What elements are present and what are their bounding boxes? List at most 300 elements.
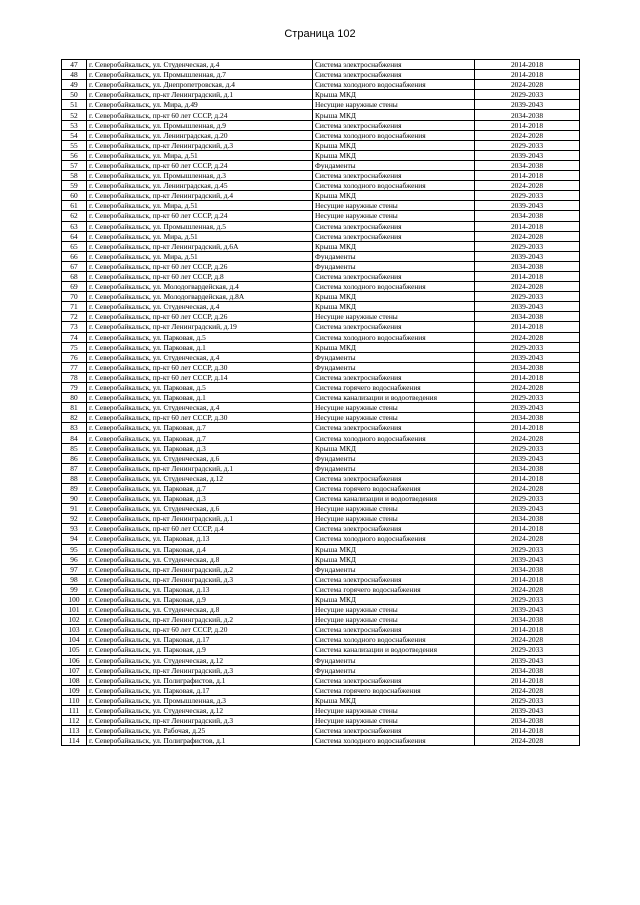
row-number-cell: 93	[62, 524, 87, 534]
row-number-cell: 86	[62, 453, 87, 463]
table-row	[62, 181, 580, 191]
row-number-cell: 81	[62, 403, 87, 413]
period-cell: 2034-2038	[475, 261, 580, 271]
period-cell: 2034-2038	[475, 413, 580, 423]
period-cell: 2039-2043	[475, 554, 580, 564]
period-cell: 2024-2028	[475, 685, 580, 695]
period-cell: 2029-2033	[475, 393, 580, 403]
row-number-cell: 60	[62, 191, 87, 201]
table-row	[62, 524, 580, 534]
address-cell: г. Северобайкальск, ул. Парковая, д.9	[87, 594, 313, 604]
address-cell: г. Северобайкальск, ул. Мира, д.51	[87, 150, 313, 160]
period-cell: 2029-2033	[475, 191, 580, 201]
row-number-cell: 79	[62, 383, 87, 393]
period-cell: 2024-2028	[475, 282, 580, 292]
period-cell: 2034-2038	[475, 463, 580, 473]
table-row	[62, 655, 580, 665]
period-cell: 2014-2018	[475, 60, 580, 70]
table-row	[62, 221, 580, 231]
address-cell: г. Северобайкальск, ул. Студенческая, д.6	[87, 504, 313, 514]
work-type-cell: Несущие наружные стены	[313, 716, 475, 726]
table-row	[62, 302, 580, 312]
period-cell: 2029-2033	[475, 645, 580, 655]
period-cell: 2029-2033	[475, 443, 580, 453]
table-row	[62, 211, 580, 221]
period-cell: 2014-2018	[475, 120, 580, 130]
table-row	[62, 433, 580, 443]
table-row	[62, 514, 580, 524]
address-cell: г. Северобайкальск, ул. Студенческая, д.6	[87, 453, 313, 463]
table-row	[62, 675, 580, 685]
address-cell: г. Северобайкальск, ул. Парковая, д.17	[87, 685, 313, 695]
period-cell: 2039-2043	[475, 302, 580, 312]
address-cell: г. Северобайкальск, ул. Парковая, д.13	[87, 584, 313, 594]
address-cell: г. Северобайкальск, пр-кт Ленинградский, д.1	[87, 463, 313, 473]
table-row	[62, 312, 580, 322]
address-cell: г. Северобайкальск, пр-кт Ленинградский, д.3	[87, 140, 313, 150]
table-row	[62, 584, 580, 594]
work-type-cell: Крыша МКД	[313, 544, 475, 554]
address-cell: г. Северобайкальск, пр-кт 60 лет СССР, д.24	[87, 211, 313, 221]
row-number-cell: 100	[62, 594, 87, 604]
row-number-cell: 102	[62, 615, 87, 625]
address-cell: г. Северобайкальск, ул. Парковая, д.5	[87, 383, 313, 393]
table-row	[62, 413, 580, 423]
row-number-cell: 66	[62, 251, 87, 261]
table-row	[62, 201, 580, 211]
row-number-cell: 91	[62, 504, 87, 514]
table-row	[62, 60, 580, 70]
table-row	[62, 271, 580, 281]
table-row	[62, 695, 580, 705]
address-cell: г. Северобайкальск, ул. Ленинградская, д.20	[87, 130, 313, 140]
row-number-cell: 49	[62, 80, 87, 90]
row-number-cell: 50	[62, 90, 87, 100]
period-cell: 2034-2038	[475, 211, 580, 221]
work-type-cell: Несущие наружные стены	[313, 605, 475, 615]
row-number-cell: 99	[62, 584, 87, 594]
address-cell: г. Северобайкальск, пр-кт 60 лет СССР, д.24	[87, 110, 313, 120]
row-number-cell: 54	[62, 130, 87, 140]
address-cell: г. Северобайкальск, ул. Студенческая, д.12	[87, 655, 313, 665]
work-type-cell: Система электроснабжения	[313, 524, 475, 534]
table-row	[62, 241, 580, 251]
period-cell: 2029-2033	[475, 292, 580, 302]
table-row	[62, 716, 580, 726]
row-number-cell: 76	[62, 352, 87, 362]
table-row	[62, 110, 580, 120]
row-number-cell: 51	[62, 100, 87, 110]
work-type-cell: Крыша МКД	[313, 302, 475, 312]
address-cell: г. Северобайкальск, пр-кт Ленинградский, д.1	[87, 90, 313, 100]
work-type-cell: Крыша МКД	[313, 695, 475, 705]
work-type-cell: Несущие наружные стены	[313, 615, 475, 625]
period-cell: 2024-2028	[475, 635, 580, 645]
row-number-cell: 56	[62, 150, 87, 160]
period-cell: 2024-2028	[475, 231, 580, 241]
address-cell: г. Северобайкальск, ул. Студенческая, д.4	[87, 302, 313, 312]
row-number-cell: 90	[62, 494, 87, 504]
period-cell: 2039-2043	[475, 706, 580, 716]
address-cell: г. Северобайкальск, ул. Студенческая, д.4	[87, 403, 313, 413]
period-cell: 2034-2038	[475, 615, 580, 625]
period-cell: 2039-2043	[475, 605, 580, 615]
work-type-cell: Система электроснабжения	[313, 171, 475, 181]
period-cell: 2034-2038	[475, 514, 580, 524]
work-type-cell: Фундаменты	[313, 251, 475, 261]
row-number-cell: 78	[62, 372, 87, 382]
period-cell: 2029-2033	[475, 594, 580, 604]
table-row	[62, 544, 580, 554]
table-row	[62, 383, 580, 393]
row-number-cell: 98	[62, 574, 87, 584]
table-row	[62, 231, 580, 241]
work-type-cell: Система электроснабжения	[313, 70, 475, 80]
period-cell: 2014-2018	[475, 726, 580, 736]
table-row	[62, 483, 580, 493]
registry-table	[61, 59, 580, 746]
period-cell: 2024-2028	[475, 80, 580, 90]
table-row	[62, 282, 580, 292]
table-row	[62, 665, 580, 675]
address-cell: г. Северобайкальск, пр-кт 60 лет СССР, д.26	[87, 312, 313, 322]
work-type-cell: Фундаменты	[313, 655, 475, 665]
work-type-cell: Система электроснабжения	[313, 473, 475, 483]
table-row	[62, 423, 580, 433]
table-row	[62, 352, 580, 362]
address-cell: г. Северобайкальск, ул. Молодогвардейская, д.4	[87, 282, 313, 292]
table-row	[62, 564, 580, 574]
work-type-cell: Система холодного водоснабжения	[313, 130, 475, 140]
address-cell: г. Северобайкальск, ул. Парковая, д.17	[87, 635, 313, 645]
address-cell: г. Северобайкальск, пр-кт Ленинградский, д.3	[87, 574, 313, 584]
row-number-cell: 105	[62, 645, 87, 655]
table-row	[62, 292, 580, 302]
table-row	[62, 120, 580, 130]
work-type-cell: Система горячего водоснабжения	[313, 383, 475, 393]
period-cell: 2039-2043	[475, 150, 580, 160]
address-cell: г. Северобайкальск, пр-кт 60 лет СССР, д.30	[87, 362, 313, 372]
address-cell: г. Северобайкальск, ул. Мира, д.49	[87, 100, 313, 110]
row-number-cell: 69	[62, 282, 87, 292]
work-type-cell: Система электроснабжения	[313, 322, 475, 332]
row-number-cell: 65	[62, 241, 87, 251]
address-cell: г. Северобайкальск, ул. Парковая, д.5	[87, 332, 313, 342]
address-cell: г. Северобайкальск, пр-кт Ленинградский, д.6А	[87, 241, 313, 251]
period-cell: 2039-2043	[475, 352, 580, 362]
row-number-cell: 114	[62, 736, 87, 746]
period-cell: 2024-2028	[475, 332, 580, 342]
table-row	[62, 171, 580, 181]
address-cell: г. Северобайкальск, пр-кт 60 лет СССР, д.20	[87, 625, 313, 635]
work-type-cell: Система канализации и водоотведения	[313, 645, 475, 655]
period-cell: 2039-2043	[475, 251, 580, 261]
row-number-cell: 47	[62, 60, 87, 70]
period-cell: 2014-2018	[475, 473, 580, 483]
address-cell: г. Северобайкальск, пр-кт 60 лет СССР, д.26	[87, 261, 313, 271]
registry-table-body	[62, 60, 580, 746]
address-cell: г. Северобайкальск, пр-кт Ленинградский, д.1	[87, 514, 313, 524]
work-type-cell: Несущие наружные стены	[313, 100, 475, 110]
period-cell: 2024-2028	[475, 736, 580, 746]
work-type-cell: Крыша МКД	[313, 342, 475, 352]
table-row	[62, 594, 580, 604]
address-cell: г. Северобайкальск, ул. Студенческая, д.12	[87, 706, 313, 716]
row-number-cell: 97	[62, 564, 87, 574]
work-type-cell: Несущие наружные стены	[313, 201, 475, 211]
address-cell: г. Северобайкальск, ул. Мира, д.51	[87, 231, 313, 241]
period-cell: 2024-2028	[475, 584, 580, 594]
row-number-cell: 80	[62, 393, 87, 403]
table-row	[62, 261, 580, 271]
row-number-cell: 92	[62, 514, 87, 524]
period-cell: 2029-2033	[475, 140, 580, 150]
period-cell: 2014-2018	[475, 221, 580, 231]
work-type-cell: Фундаменты	[313, 463, 475, 473]
period-cell: 2024-2028	[475, 181, 580, 191]
work-type-cell: Система горячего водоснабжения	[313, 483, 475, 493]
row-number-cell: 62	[62, 211, 87, 221]
work-type-cell: Система электроснабжения	[313, 726, 475, 736]
table-row	[62, 251, 580, 261]
period-cell: 2034-2038	[475, 665, 580, 675]
work-type-cell: Система холодного водоснабжения	[313, 635, 475, 645]
row-number-cell: 73	[62, 322, 87, 332]
row-number-cell: 82	[62, 413, 87, 423]
table-row	[62, 393, 580, 403]
period-cell: 2029-2033	[475, 90, 580, 100]
table-row	[62, 605, 580, 615]
address-cell: г. Северобайкальск, ул. Парковая, д.1	[87, 342, 313, 352]
table-row	[62, 342, 580, 352]
row-number-cell: 63	[62, 221, 87, 231]
period-cell: 2014-2018	[475, 372, 580, 382]
table-row	[62, 736, 580, 746]
table-row	[62, 322, 580, 332]
row-number-cell: 101	[62, 605, 87, 615]
row-number-cell: 70	[62, 292, 87, 302]
row-number-cell: 52	[62, 110, 87, 120]
table-row	[62, 473, 580, 483]
table-row	[62, 443, 580, 453]
work-type-cell: Несущие наружные стены	[313, 413, 475, 423]
work-type-cell: Фундаменты	[313, 362, 475, 372]
period-cell: 2014-2018	[475, 675, 580, 685]
table-row	[62, 90, 580, 100]
address-cell: г. Северобайкальск, ул. Мира, д.51	[87, 201, 313, 211]
table-row	[62, 645, 580, 655]
address-cell: г. Северобайкальск, ул. Мира, д.51	[87, 251, 313, 261]
row-number-cell: 71	[62, 302, 87, 312]
address-cell: г. Северобайкальск, ул. Промышленная, д.5	[87, 221, 313, 231]
table-row	[62, 80, 580, 90]
address-cell: г. Северобайкальск, ул. Парковая, д.7	[87, 423, 313, 433]
work-type-cell: Система электроснабжения	[313, 271, 475, 281]
row-number-cell: 104	[62, 635, 87, 645]
period-cell: 2034-2038	[475, 312, 580, 322]
row-number-cell: 72	[62, 312, 87, 322]
period-cell: 2039-2043	[475, 201, 580, 211]
table-row	[62, 130, 580, 140]
row-number-cell: 87	[62, 463, 87, 473]
work-type-cell: Система холодного водоснабжения	[313, 534, 475, 544]
work-type-cell: Система электроснабжения	[313, 120, 475, 130]
row-number-cell: 94	[62, 534, 87, 544]
row-number-cell: 53	[62, 120, 87, 130]
work-type-cell: Система горячего водоснабжения	[313, 584, 475, 594]
table-row	[62, 625, 580, 635]
period-cell: 2014-2018	[475, 271, 580, 281]
row-number-cell: 75	[62, 342, 87, 352]
row-number-cell: 107	[62, 665, 87, 675]
period-cell: 2024-2028	[475, 130, 580, 140]
period-cell: 2039-2043	[475, 655, 580, 665]
table-row	[62, 463, 580, 473]
address-cell: г. Северобайкальск, ул. Парковая, д.1	[87, 393, 313, 403]
table-row	[62, 70, 580, 80]
table-row	[62, 453, 580, 463]
address-cell: г. Северобайкальск, ул. Парковая, д.7	[87, 433, 313, 443]
work-type-cell: Система канализации и водоотведения	[313, 494, 475, 504]
address-cell: г. Северобайкальск, ул. Промышленная, д.3	[87, 695, 313, 705]
period-cell: 2014-2018	[475, 70, 580, 80]
table-row	[62, 504, 580, 514]
period-cell: 2014-2018	[475, 423, 580, 433]
address-cell: г. Северобайкальск, ул. Парковая, д.9	[87, 645, 313, 655]
period-cell: 2029-2033	[475, 695, 580, 705]
table-row	[62, 615, 580, 625]
period-cell: 2014-2018	[475, 524, 580, 534]
table-row	[62, 554, 580, 564]
work-type-cell: Система холодного водоснабжения	[313, 282, 475, 292]
address-cell: г. Северобайкальск, ул. Студенческая, д.4	[87, 60, 313, 70]
address-cell: г. Северобайкальск, пр-кт Ленинградский, д.2	[87, 564, 313, 574]
row-number-cell: 48	[62, 70, 87, 80]
address-cell: г. Северобайкальск, пр-кт Ленинградский, д.2	[87, 615, 313, 625]
work-type-cell: Система электроснабжения	[313, 574, 475, 584]
period-cell: 2014-2018	[475, 574, 580, 584]
work-type-cell: Несущие наружные стены	[313, 312, 475, 322]
address-cell: г. Северобайкальск, ул. Промышленная, д.7	[87, 70, 313, 80]
row-number-cell: 88	[62, 473, 87, 483]
row-number-cell: 96	[62, 554, 87, 564]
work-type-cell: Фундаменты	[313, 352, 475, 362]
address-cell: г. Северобайкальск, пр-кт 60 лет СССР, д.8	[87, 271, 313, 281]
work-type-cell: Фундаменты	[313, 665, 475, 675]
work-type-cell: Система холодного водоснабжения	[313, 433, 475, 443]
period-cell: 2014-2018	[475, 625, 580, 635]
work-type-cell: Несущие наружные стены	[313, 514, 475, 524]
period-cell: 2024-2028	[475, 383, 580, 393]
work-type-cell: Система электроснабжения	[313, 423, 475, 433]
work-type-cell: Система электроснабжения	[313, 675, 475, 685]
row-number-cell: 89	[62, 483, 87, 493]
address-cell: г. Северобайкальск, ул. Днепропетровская, д.4	[87, 80, 313, 90]
work-type-cell: Система электроснабжения	[313, 60, 475, 70]
table-row	[62, 372, 580, 382]
work-type-cell: Система холодного водоснабжения	[313, 80, 475, 90]
address-cell: г. Северобайкальск, пр-кт 60 лет СССР, д.14	[87, 372, 313, 382]
period-cell: 2039-2043	[475, 453, 580, 463]
table-row	[62, 494, 580, 504]
table-row	[62, 160, 580, 170]
row-number-cell: 67	[62, 261, 87, 271]
work-type-cell: Фундаменты	[313, 261, 475, 271]
address-cell: г. Северобайкальск, ул. Парковая, д.3	[87, 443, 313, 453]
row-number-cell: 106	[62, 655, 87, 665]
period-cell: 2034-2038	[475, 716, 580, 726]
table-row	[62, 534, 580, 544]
row-number-cell: 59	[62, 181, 87, 191]
work-type-cell: Фундаменты	[313, 160, 475, 170]
address-cell: г. Северобайкальск, ул. Промышленная, д.9	[87, 120, 313, 130]
work-type-cell: Система канализации и водоотведения	[313, 393, 475, 403]
address-cell: г. Северобайкальск, пр-кт 60 лет СССР, д.30	[87, 413, 313, 423]
period-cell: 2039-2043	[475, 100, 580, 110]
address-cell: г. Северобайкальск, ул. Студенческая, д.8	[87, 554, 313, 564]
work-type-cell: Фундаменты	[313, 453, 475, 463]
work-type-cell: Несущие наружные стены	[313, 706, 475, 716]
work-type-cell: Несущие наружные стены	[313, 211, 475, 221]
work-type-cell: Крыша МКД	[313, 292, 475, 302]
work-type-cell: Крыша МКД	[313, 140, 475, 150]
table-row	[62, 362, 580, 372]
table-row	[62, 635, 580, 645]
row-number-cell: 103	[62, 625, 87, 635]
period-cell: 2024-2028	[475, 483, 580, 493]
table-row	[62, 685, 580, 695]
work-type-cell: Система электроснабжения	[313, 231, 475, 241]
work-type-cell: Крыша МКД	[313, 241, 475, 251]
work-type-cell: Крыша МКД	[313, 150, 475, 160]
row-number-cell: 68	[62, 271, 87, 281]
address-cell: г. Северобайкальск, ул. Молодогвардейская, д.8А	[87, 292, 313, 302]
table-row	[62, 140, 580, 150]
work-type-cell: Несущие наружные стены	[313, 403, 475, 413]
work-type-cell: Фундаменты	[313, 564, 475, 574]
work-type-cell: Система электроснабжения	[313, 221, 475, 231]
address-cell: г. Северобайкальск, пр-кт Ленинградский, д.19	[87, 322, 313, 332]
table-row	[62, 150, 580, 160]
row-number-cell: 64	[62, 231, 87, 241]
address-cell: г. Северобайкальск, ул. Полиграфистов, д.1	[87, 675, 313, 685]
row-number-cell: 84	[62, 433, 87, 443]
row-number-cell: 111	[62, 706, 87, 716]
period-cell: 2024-2028	[475, 534, 580, 544]
address-cell: г. Северобайкальск, ул. Парковая, д.3	[87, 494, 313, 504]
period-cell: 2029-2033	[475, 544, 580, 554]
period-cell: 2034-2038	[475, 110, 580, 120]
row-number-cell: 109	[62, 685, 87, 695]
address-cell: г. Северобайкальск, пр-кт Ленинградский, д.4	[87, 191, 313, 201]
table-row	[62, 191, 580, 201]
address-cell: г. Северобайкальск, ул. Полиграфистов, д.1	[87, 736, 313, 746]
period-cell: 2034-2038	[475, 160, 580, 170]
address-cell: г. Северобайкальск, ул. Ленинградская, д.45	[87, 181, 313, 191]
address-cell: г. Северобайкальск, ул. Студенческая, д.8	[87, 605, 313, 615]
period-cell: 2029-2033	[475, 342, 580, 352]
row-number-cell: 110	[62, 695, 87, 705]
row-number-cell: 85	[62, 443, 87, 453]
work-type-cell: Система холодного водоснабжения	[313, 332, 475, 342]
table-row	[62, 403, 580, 413]
work-type-cell: Крыша МКД	[313, 90, 475, 100]
period-cell: 2029-2033	[475, 241, 580, 251]
work-type-cell: Несущие наружные стены	[313, 504, 475, 514]
work-type-cell: Система электроснабжения	[313, 372, 475, 382]
page-title: Страница 102	[284, 28, 356, 40]
work-type-cell: Крыша МКД	[313, 594, 475, 604]
